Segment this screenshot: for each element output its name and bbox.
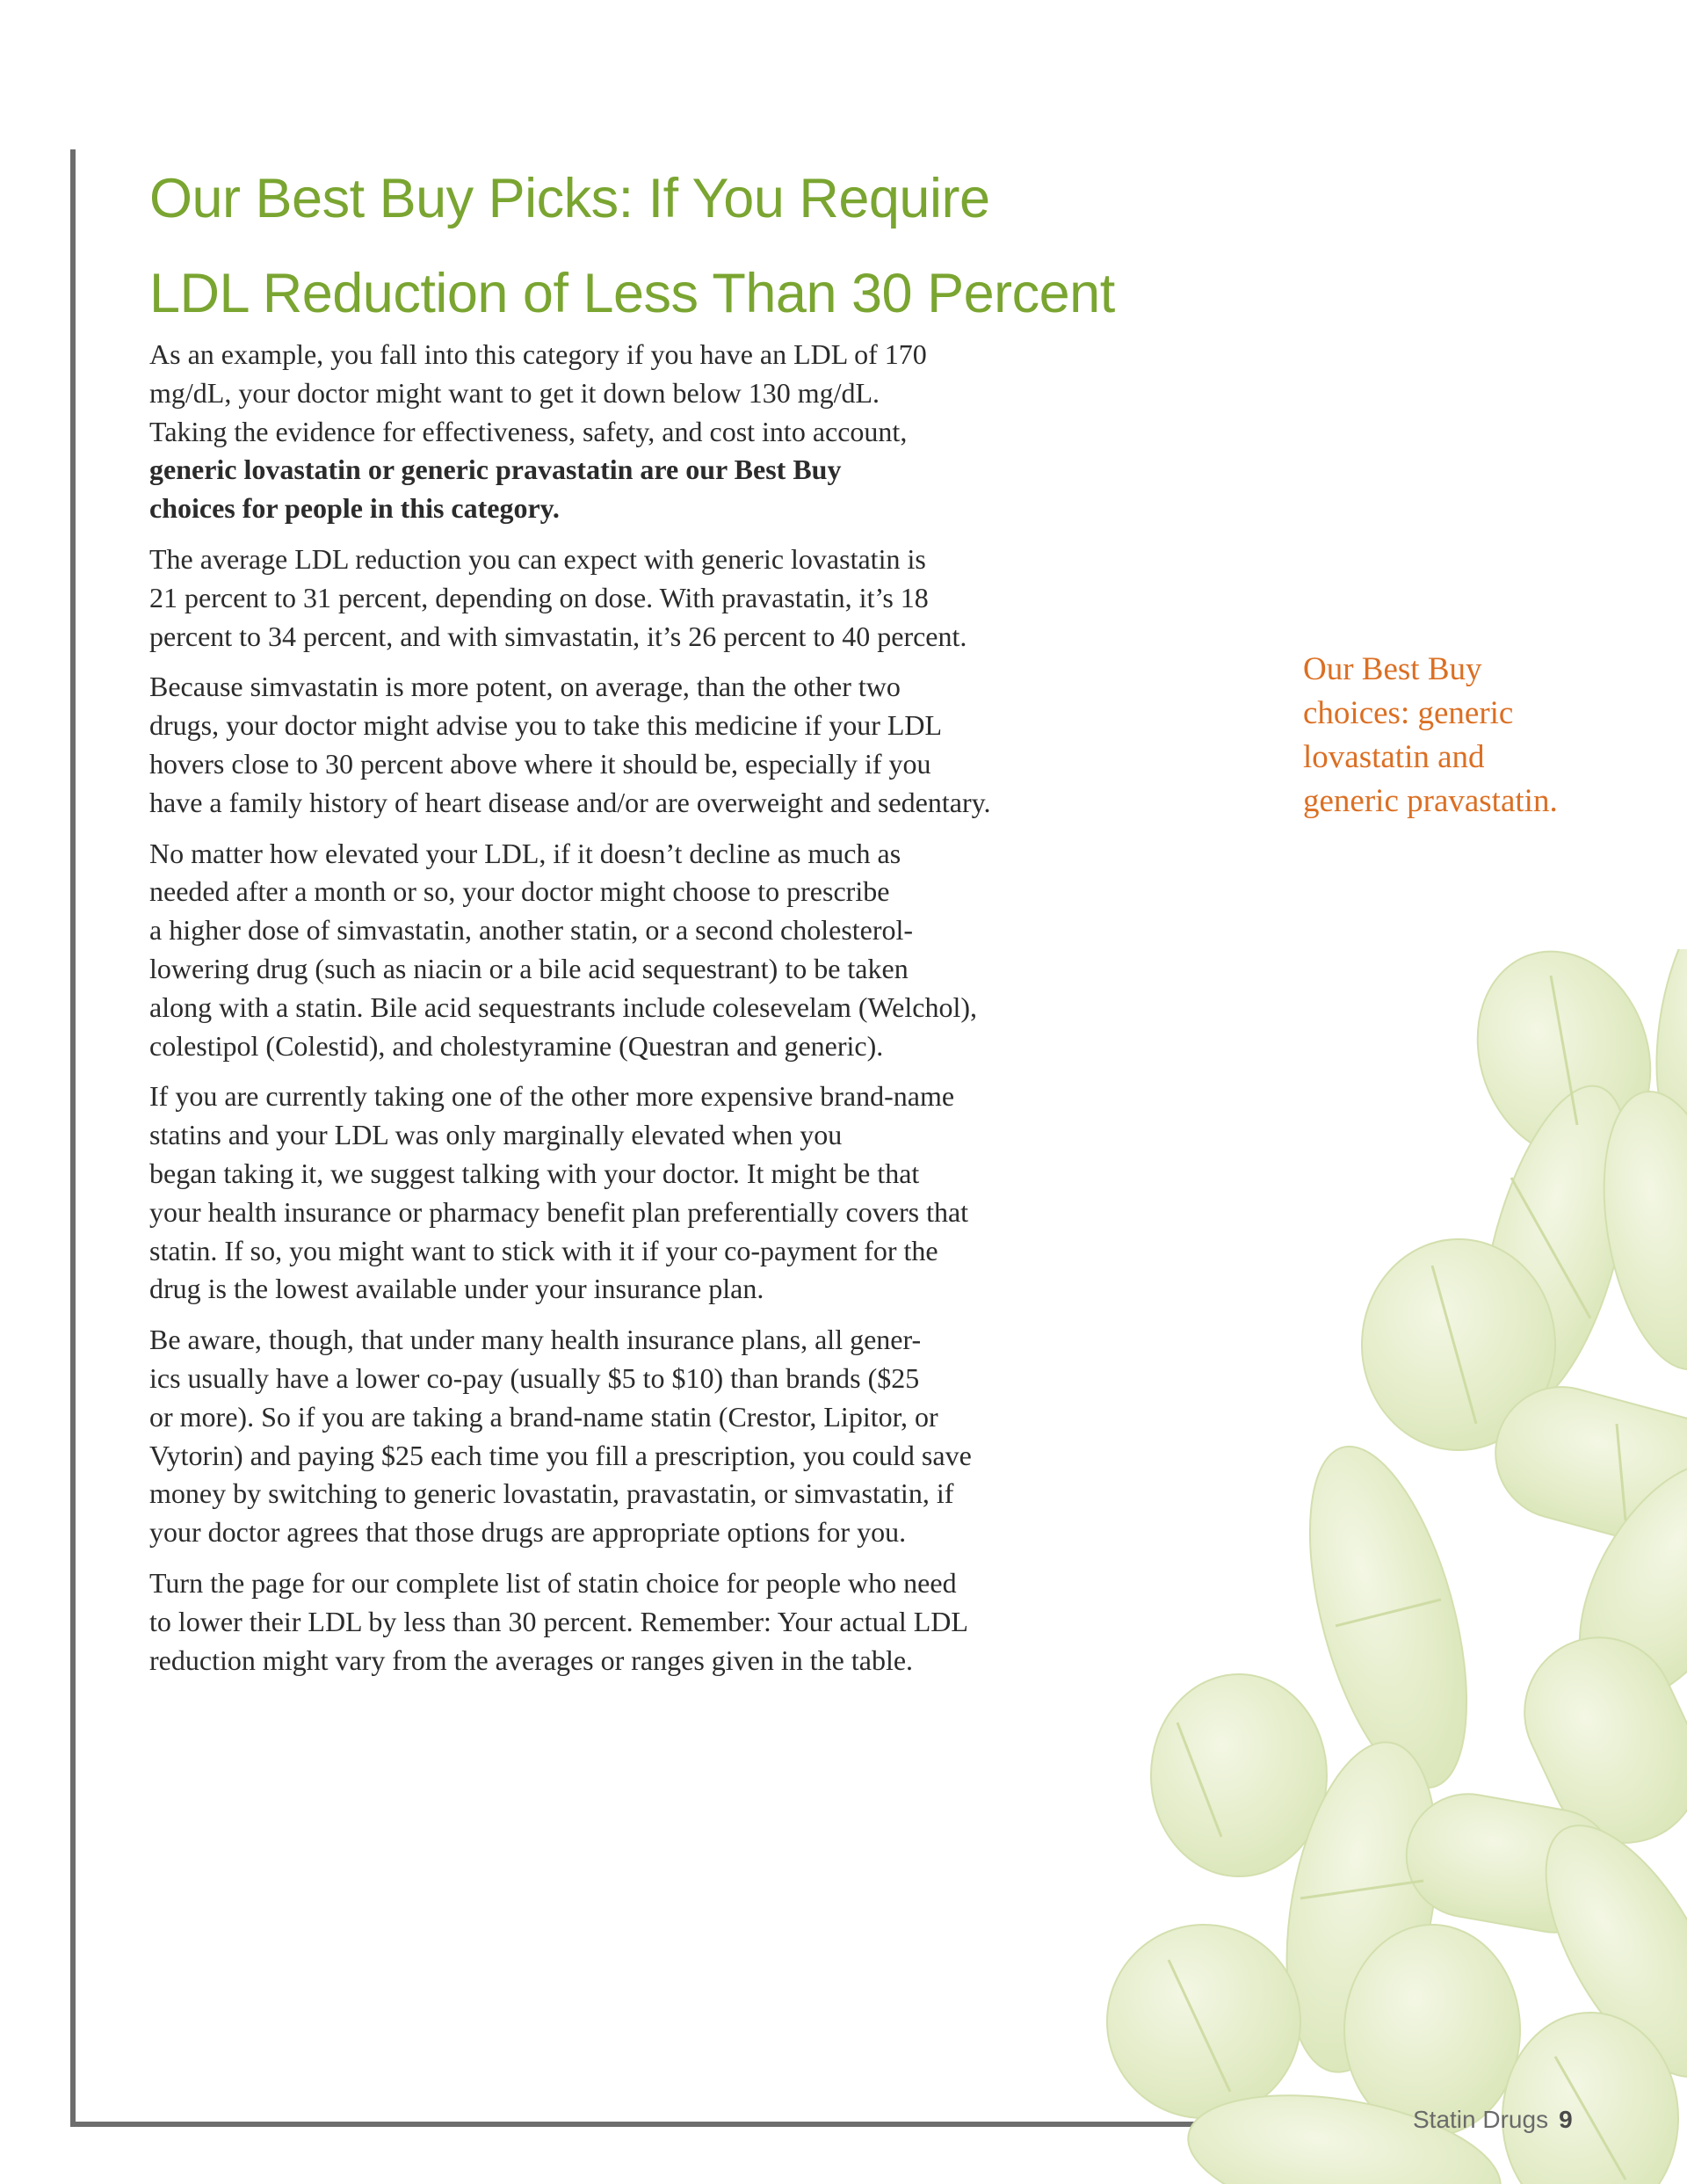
page-title-line: Our Best Buy Picks: If You Require [149,168,990,229]
text-line: Be aware, though, that under many health insurance plans, all gener- [149,1324,922,1356]
text-line: No matter how elevated your LDL, if it doesn’t decline as much as [149,837,901,869]
page-number: 9 [1559,2106,1573,2133]
footer-section-label: Statin Drugs [1413,2106,1549,2133]
text-line: reduction might vary from the averages or ranges given in the table. [149,1643,914,1676]
pill-shape [1107,1925,1300,2118]
text-line: or more). So if you are taking a brand-name statin (Crestor, Lipitor, or [149,1400,938,1433]
page-footer [1413,2106,1573,2141]
pill-shape [1151,1674,1327,1876]
text-line: Turn the page for our complete list of statin choice for people who need [149,1566,957,1599]
paragraph-7 [149,1564,1129,1680]
text-line: your health insurance or pharmacy benefit plan preferentially covers that [149,1195,969,1228]
text-line: Vytorin) and paying $25 each time you fill a prescription, you could save [149,1439,972,1471]
pull-quote-line: Our Best Buy [1303,651,1482,687]
text-line: percent to 34 percent, and with simvastatin, it’s 26 percent to 40 percent. [149,620,967,652]
text-line: lowering drug (such as niacin or a bile acid sequestrant) to be taken [149,952,909,984]
text-line: along with a statin. Bile acid sequestrants include colesevelam (Welchol), [149,990,978,1023]
pull-quote-line: generic pravastatin. [1303,783,1558,819]
pills-illustration [1098,949,1687,2184]
text-line: money by switching to generic lovastatin, pravastatin, or simvastatin, if [149,1477,954,1510]
text-line: statins and your LDL was only marginally elevated when you [149,1119,843,1151]
text-line: Taking the evidence for effectiveness, safety, and cost into account, [149,415,908,447]
paragraph-1 [149,336,1129,528]
page-title-line: LDL Reduction of Less Than 30 Percent [149,263,1115,324]
text-line: to lower their LDL by less than 30 percent. Remember: Your actual LDL [149,1605,968,1637]
paragraph-5 [149,1077,1129,1309]
text-line: As an example, you fall into this category if you have an LDL of 170 [149,338,927,370]
text-line: drugs, your doctor might advise you to take this medicine if your LDL [149,709,943,742]
pull-quote-line: choices: generic [1303,695,1514,731]
paragraph-4 [149,835,1129,1066]
text-line: colestipol (Colestid), and cholestyramine (Questran and generic). [149,1029,884,1062]
body-text [149,336,1129,1692]
text-line: needed after a month or so, your doctor might choose to prescribe [149,875,890,908]
text-line: drug is the lowest available under your insurance plan. [149,1273,764,1305]
text-line: hovers close to 30 percent above where it should be, especially if you [149,747,931,780]
text-line: your doctor agrees that those drugs are appropriate options for you. [149,1516,907,1549]
pull-quote [1303,648,1654,824]
text-line: ics usually have a lower co-pay (usually $5 to $10) than brands ($25 [149,1361,920,1394]
text-line: statin. If so, you might want to stick with it if your co-payment for the [149,1234,938,1266]
frame-left-rule [70,149,76,2127]
paragraph-3 [149,668,1129,822]
bold-text-line: generic lovastatin or generic pravastatin are our Best Buy [149,453,842,486]
text-line: mg/dL, your doctor might want to get it down below 130 mg/dL. [149,376,880,409]
bold-text-line: choices for people in this category. [149,492,560,525]
page-title [149,151,1379,341]
paragraph-2 [149,541,1129,656]
text-line: Because simvastatin is more potent, on average, than the other two [149,671,901,703]
text-line: began taking it, we suggest talking with your doctor. It might be that [149,1157,920,1189]
text-line: The average LDL reduction you can expect with generic lovastatin is [149,542,926,575]
text-line: a higher dose of simvastatin, another statin, or a second cholesterol- [149,914,914,947]
text-line: If you are currently taking one of the other more expensive brand-name [149,1080,955,1113]
text-line: have a family history of heart disease and/or are overweight and sedentary. [149,786,991,818]
paragraph-6 [149,1321,1129,1552]
text-line: 21 percent to 31 percent, depending on dose. With pravastatin, it’s 18 [149,581,929,613]
pull-quote-line: lovastatin and [1303,739,1485,775]
